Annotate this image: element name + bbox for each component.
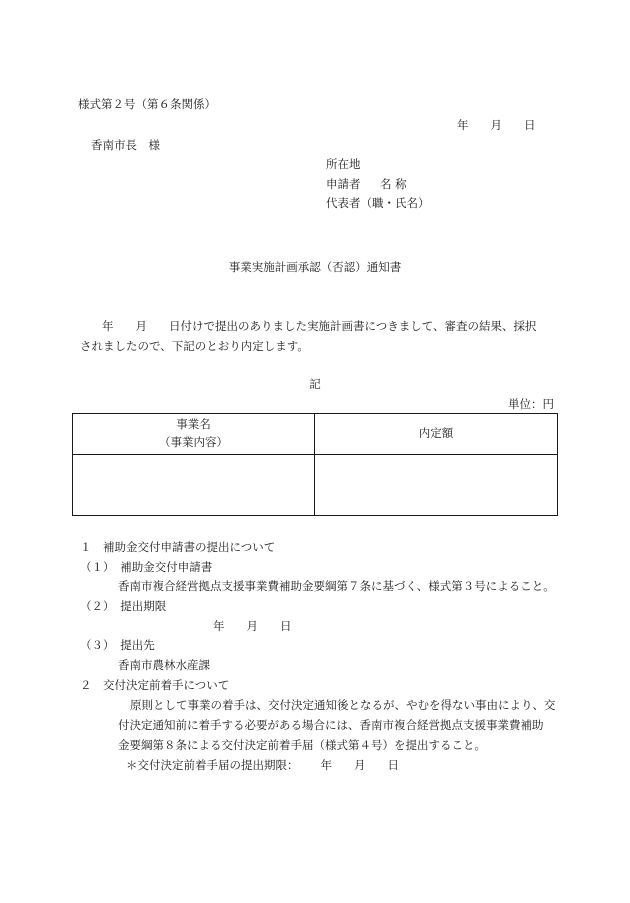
pre-start-deadline-year: 年 [320,758,332,772]
amount-table [72,413,558,516]
section-2-body-line-2: 付決定通知前に着手する必要がある場合には、香南市複合経営拠点支援事業費補助 [118,718,544,732]
deadline-month: 月 [246,619,258,633]
section-1-1-body: 香南市複合経営拠点支援事業費補助金要綱第７条に基づく、様式第３号によること。 [118,579,555,593]
section-1-2-date [213,619,292,634]
section-2-body-line-1: 原則として事業の着手は、交付決定通知後となるが、やむを得ない事由により、交 [130,698,556,712]
project-name-header [73,414,315,455]
amount-cell[interactable] [315,455,558,516]
intro-text: 日付けで提出のありました実施計画書につきまして、審査の結果、採択 [169,319,537,333]
section-1-1-heading: （１） 補助金交付申請書 [80,560,213,574]
intro-line-2: されましたので、下記のとおり内定します。 [80,339,309,353]
project-cell[interactable] [73,455,315,516]
applicant-label: 申請者 [326,177,361,191]
header-date-month: 月 [490,118,502,132]
unit-label: 単位：円 [508,397,554,411]
pre-start-deadline-day: 日 [387,758,399,772]
section-2-body-line-3: 金要綱第８条による交付決定前着手届（様式第４号）を提出すること。 [118,738,486,752]
representative-label: 代表者（職・氏名） [326,196,430,210]
deadline-day: 日 [280,619,292,633]
pre-start-deadline-month: 月 [354,758,366,772]
section-1-3-heading: （３） 提出先 [80,638,155,652]
header-date-year: 年 [457,118,469,132]
form-number: 様式第２号（第６条関係） [78,97,216,111]
document-title: 事業実施計画承認（否認）通知書 [228,260,402,274]
amount-header: 内定額 [315,414,558,455]
pre-start-deadline-label: ＊交付決定前着手届の提出期限： [126,758,299,772]
ki-heading: 記 [309,377,321,391]
table-row [73,455,558,516]
header-date-day: 日 [524,118,536,132]
section-2-deadline [126,758,399,773]
section-1-2-heading: （２） 提出期限 [80,599,167,613]
address-label: 所在地 [326,157,361,171]
header-date [457,118,536,133]
section-1-3-body: 香南市農林水産課 [118,658,210,672]
section-2-heading: ２ 交付決定前着手について [80,678,230,692]
addressee: 香南市長 様 [91,138,160,152]
name-label: 名 称 [380,177,407,191]
intro-month: 月 [135,319,147,333]
intro-year: 年 [102,319,114,333]
deadline-year: 年 [213,619,225,633]
project-name-header-line1: 事業名 [176,417,211,432]
intro-line-1 [102,319,537,334]
table-header-row [73,414,558,455]
project-name-header-line2: （事業内容） [159,435,228,449]
applicant-name-row [326,177,407,192]
section-1-heading: １ 補助金交付申請書の提出について [80,540,276,554]
